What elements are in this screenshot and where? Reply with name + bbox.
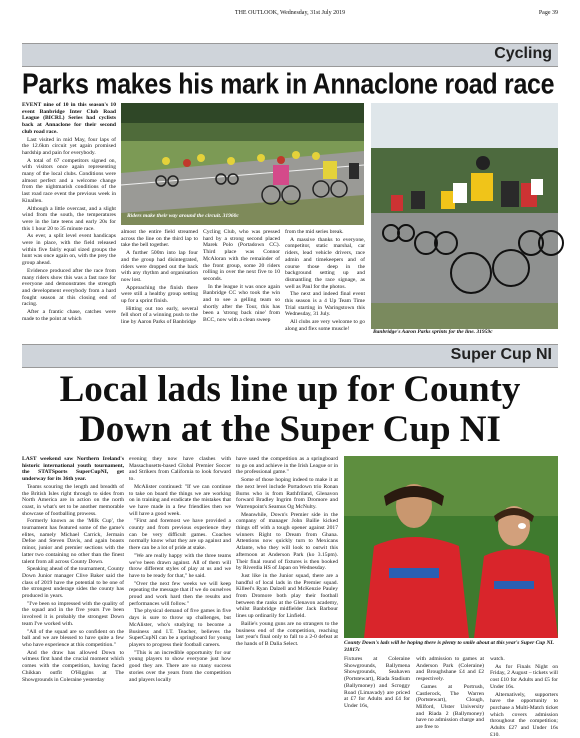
photo-riders-circuit xyxy=(121,103,364,225)
paragraph: almost the entire field streamed across the line on the third lap to take the bell together. xyxy=(121,229,198,249)
paragraph: The next and indeed final event this season is a 4 Up Team Time Trial starting in Waringstown this Wednesday, 31 July. xyxy=(285,291,365,318)
section-banner-supercup xyxy=(22,344,558,368)
paragraph: Bailie's young guns are no strangers to the business end of the competition, reaching last year's final only to fall to a 2-0 defeat at the hands of B Dalia Select. xyxy=(236,620,338,647)
paragraph: Hitting out too early, several fell short of a winning push to the line by Aaron Parks of Banbridge xyxy=(121,305,198,326)
paragraph: A total of 67 competitors signed on, with visitors once again representing many of the local clubs. Conditions were almost perfect and a welcome change from the nightmarish conditions of the last road race event the previous week in Kinallen. xyxy=(22,157,116,204)
paragraph: "All of the squad are so confident on the ball and we are blessed to have quite a few who have experience at this competition." xyxy=(22,628,124,648)
paragraph: Evidence produced after the race from many riders show this was a fast race for everyone and demonstrates the strength and development everybody from a hard fought season at this closing end of racing. xyxy=(22,267,116,308)
photo-county-down-players xyxy=(344,456,558,638)
paragraph: Meanwhile, Down's Premier side in the company of manager John Bailie kicked things off with a tough opener against 2017 winners Right to Dream from Ghana. Attentions now quickly turn to Mexicans Atlante, who they will look to outwit this afternoon at Anderson Park (ko 3.15pm). Their final round of fixtures is then booked by Riverdia HS of Japan on Wednesday. xyxy=(236,511,338,572)
article-column xyxy=(129,456,231,734)
paragraph: have used the competition as a springboard to go on and achieve in the Irish League or in the professional game." xyxy=(236,456,338,476)
masthead xyxy=(22,10,558,20)
photo-caption: Banbridge's Aaron Parks sprints for the line. 31959c xyxy=(373,329,493,335)
article-column xyxy=(285,229,365,332)
paragraph: The physical demand of five games in five days is sure to throw up challenges, but McAlister, who's studying to become a Business and I.T. Teacher, believes the SuperCupNI can be a springboard for young players to progress their football careers. xyxy=(129,608,231,648)
article-column xyxy=(236,456,338,734)
masthead-title: THE OUTLOOK, Wednesday, 31st July 2019 xyxy=(234,10,346,16)
paragraph: EVENT nine of 10 in this season's 10 event Banbridge Inter Club Road League (BICRL) Series had cyclists back at Annaclone for their second club road race. xyxy=(22,102,116,135)
paragraph: As ever, a split level event handicaps were in place, with the field released within five fairly equal sized groups the hunt was once again on, with the prey the group ahead. xyxy=(22,233,116,267)
paragraph: All clubs are very welcome to go along and flex some muscle! xyxy=(285,319,365,332)
paragraph: "We are really happy with the three teams we've been drawn against. All of them will throw different styles of play at us and we have to be ready for that," he said. xyxy=(129,552,231,579)
paragraph: "First and foremost we have provided a county and from previous experience they can be very difficult games. Coaches normally know what they are up against and there can be a lot of pride at stake. xyxy=(129,518,231,552)
article-column xyxy=(22,456,124,734)
paragraph: A further 500m into lap four and the group had disintegrated, riders were dropped out the back with any rhythm and organisation now lost. xyxy=(121,250,198,283)
paragraph: Games at Portrush, Castlerock, The Warren (Portstewart), Clough, Milford, Ulster University and Riada 2 (Ballymoney) have no admission charge and are free to xyxy=(416,683,484,731)
section-banner-cycling xyxy=(22,43,558,67)
paragraph: And the draw has allowed Down to witness first hand the crucial moment which comes with the competition, having faced Chikkan outfit O'Higgins at The Showgrounds in Coleraine yesterday xyxy=(22,649,124,683)
article-column xyxy=(22,102,116,324)
paragraph: Fixtures at Coleraine Showgrounds, Ballymena Showgrounds, Seahaven (Portstewart), Riada Stadium (Ballymoney) and Scroggy Road (Limavady) are priced at £7 for Adults and £4 for Under 16s, xyxy=(344,656,410,709)
article-column xyxy=(344,656,410,734)
article-column xyxy=(416,656,484,734)
paragraph: Speaking ahead of the tournament, County Down Junior manager Clive Baker said the class of 2019 have the potential to be one of the strongest underage sides the county has produced in years. xyxy=(22,566,124,600)
paragraph: watch. xyxy=(490,656,505,662)
paragraph: LAST weekend saw Northern Ireland's historic international youth tournament, the STATSports SuperCupNI, get underway for its 36th year. xyxy=(22,456,124,483)
paragraph: Teams scouring the length and breadth of the British Isles right through to sides from North America are in action on the north coast, in what's set to be another memorable showcase of footballing prowess. xyxy=(22,483,124,517)
section-label: Cycling xyxy=(494,45,552,62)
photo-sprint-finish xyxy=(371,103,558,329)
article-column xyxy=(121,229,198,329)
paragraph: from the mid series break. xyxy=(285,229,344,235)
article-column xyxy=(203,229,280,329)
paragraph: Some of those hoping indeed to make it at the next level include Portadown trio Ronan Burns who is from Rathfriland, Glenavon forward Bradley Ingrim from Dromore and Warrenpoint's Seamus Og McNulty. xyxy=(236,477,338,510)
paragraph: "This is an incredible opportunity for our young players to show everyone just how good they are. There are so many success stories over the years from the competition and players locally xyxy=(129,649,231,683)
paragraph: "I've been so impressed with the quality of the squad and in the five years I've been involved it is probably the strongest Down team I've worked with. xyxy=(22,600,124,627)
photo-caption: Riders make their way around the circuit. 31960c xyxy=(127,212,239,219)
paragraph: Although a little overcast, and a slight wind from the south, the temperatures were in the late teens and early 20s for this 1 hour 20 to 35 minute race. xyxy=(22,205,116,232)
page-number: Page 39 xyxy=(538,10,558,16)
paragraph: As for Finals Night on Friday, 2 August – tickets will cost £10 for Adults and £5 for Under 16s. xyxy=(490,663,558,690)
paragraph: In the league it was once again Banbridge CC who took the win and to see a gelling team so shortly after the Tour, this has been a 'strong back nine' from BCC, now with a clean sweep xyxy=(203,283,280,324)
paragraph: Cycling Club, who was pressed hard by a strong second placed Marek Polo (Portadown CC). Third place was Connor McAloran with the remainder of the front group, some 20 riders rolling in over the next five to 10 seconds. xyxy=(203,229,280,282)
paragraph: Just like in the Junior squad, there are a handful of local lads in the Premier squad. Killeel's Ryan Dalzell and McKenzie Pauley from Dromore both play their football between the ranks at the Glenavon academy, whilst Banbridge midfielder Jack Barbour lines up ordinarily for Linfield. xyxy=(236,572,338,620)
paragraph: "Over the next few weeks we will keep repeating the message that if we do ourselves proud and work hard then the results and performances will follow." xyxy=(129,580,231,607)
paragraph: Approaching the finish there were still a healthy group setting up for a sprint finish. xyxy=(121,284,198,305)
paragraph: Last visited in mid May, four laps of the 12.6km circuit yet again promised hardship and pain for everybody. xyxy=(22,136,116,156)
cycling-race-photo xyxy=(121,103,364,225)
paragraph: Alternatively, supporters have the opportunity to purchase a Multi-Match ticket which covers admission throughout the competition; Adults £27 and Under 16s £10. xyxy=(490,691,558,738)
paragraph: with admission to games at Anderson Park (Coleraine) and Broughshane £4 and £2 respectively. xyxy=(416,656,484,683)
football-team-photo xyxy=(344,456,558,638)
article-headline: Local lads line up for County Down at the Super Cup NI xyxy=(59,369,521,450)
paragraph: After a frantic chase, catches were made to the point at which xyxy=(22,309,116,322)
article-headline: Parks makes his mark in Annaclone road race xyxy=(22,68,555,101)
paragraph: Formerly known as the 'Milk Cup', the tournament has featured some of the game's elites, namely Michael Carrick, Jermain Defoe and Steven Davis, and again boasts minor, junior and premier sections with the latter two containing no other than the finest talent from all across County Down. xyxy=(22,518,124,565)
paragraph: evening they now have clashes with Massachusetts-based Global Premier Soccer and Strikers from California to look forward to. xyxy=(129,456,231,483)
section-label: Super Cup NI xyxy=(450,346,552,363)
photo-caption: County Down's lads will be hoping there is plenty to smile about at this year's Super Cup NI. 31817c xyxy=(344,640,554,653)
paragraph: McAlister continued: "If we can continue to take on board the things we are working on in training and eradicate the mistakes that we have made in a few friendlies then we will have a good week. xyxy=(129,483,231,517)
paragraph: A massive thanks to everyone, competitor, static marshal, car riders, lead vehicle drivers, race admin and timekeepers and of course those deep in the background setting up and dismantling the race signage, as well as Paul for the photos. xyxy=(285,236,365,290)
article-column xyxy=(490,656,558,738)
sprint-finish-photo xyxy=(371,103,558,329)
